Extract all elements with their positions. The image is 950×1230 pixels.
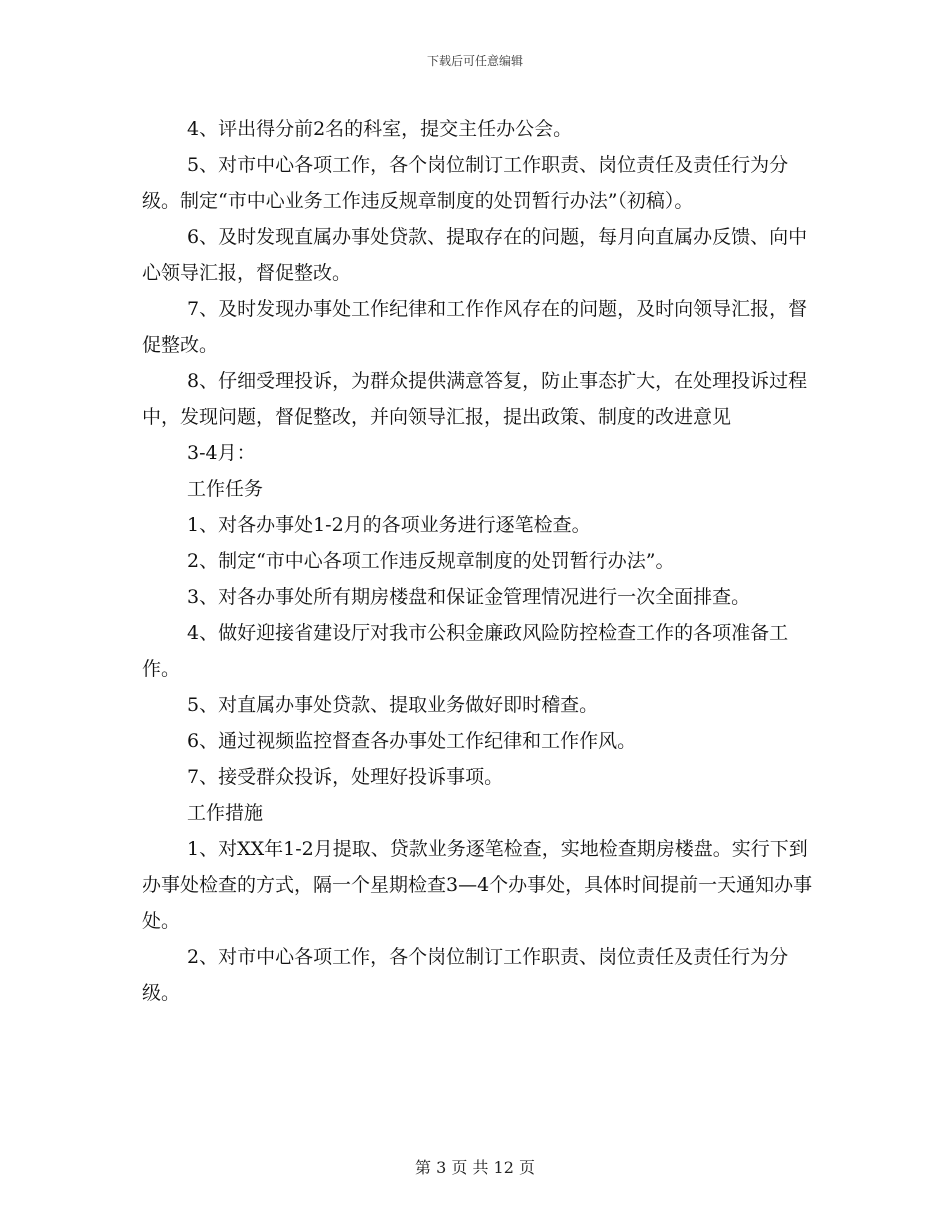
paragraph-4: 7、及时发现办事处工作纪律和工作作风存在的问题，及时向领导汇报，督促整改。	[142, 298, 808, 356]
document-body	[142, 111, 814, 1011]
paragraph-3: 6、及时发现直属办事处贷款、提取存在的问题，每月向直属办反馈、向中心领导汇报，督促整改。	[142, 226, 808, 284]
task-item-6: 6、通过视频监控督查各办事处工作纪律和工作作风。	[187, 730, 637, 752]
task-item-3: 3、对各办事处所有期房楼盘和保证金管理情况进行一次全面排查。	[187, 586, 751, 608]
paragraph-1: 4、评出得分前2名的科室，提交主任办公会。	[187, 118, 573, 140]
page-header: 下载后可任意编辑	[426, 54, 523, 68]
measure-item-1: 1、对XX年1-2月提取、贷款业务逐笔检查，实地检查期房楼盘。实行下到办事处检查的方式，隔一个星期检查3—4个办事处，具体时间提前一天通知办事处。	[142, 838, 813, 932]
paragraph-5: 8、仔细受理投诉，为群众提供满意答复，防止事态扩大，在处理投诉过程中，发现问题，督促整改，并向领导汇报，提出政策、制度的改进意见	[142, 370, 808, 428]
subheading-measures: 工作措施	[187, 802, 264, 824]
task-item-7: 7、接受群众投诉，处理好投诉事项。	[187, 766, 504, 788]
task-item-5: 5、对直属办事处贷款、提取业务做好即时稽查。	[187, 694, 599, 716]
measure-item-2: 2、对市中心各项工作，各个岗位制订工作职责、岗位责任及责任行为分级。	[142, 946, 789, 1004]
task-item-2: 2、制定“市中心各项工作违反规章制度的处罚暂行办法”。	[187, 550, 675, 572]
section-heading-3-4: 3-4月：	[187, 442, 256, 464]
page-footer: 第 3 页 共 12 页	[415, 1158, 535, 1177]
task-item-1: 1、对各办事处1-2月的各项业务进行逐笔检查。	[187, 514, 591, 536]
subheading-tasks: 工作任务	[187, 478, 264, 500]
task-item-4: 4、做好迎接省建设厅对我市公积金廉政风险防控检查工作的各项准备工作。	[142, 622, 789, 680]
paragraph-2: 5、对市中心各项工作，各个岗位制订工作职责、岗位责任及责任行为分级。制定“市中心业务工作违反规章制度的处罚暂行办法”（初稿）。	[142, 154, 789, 212]
